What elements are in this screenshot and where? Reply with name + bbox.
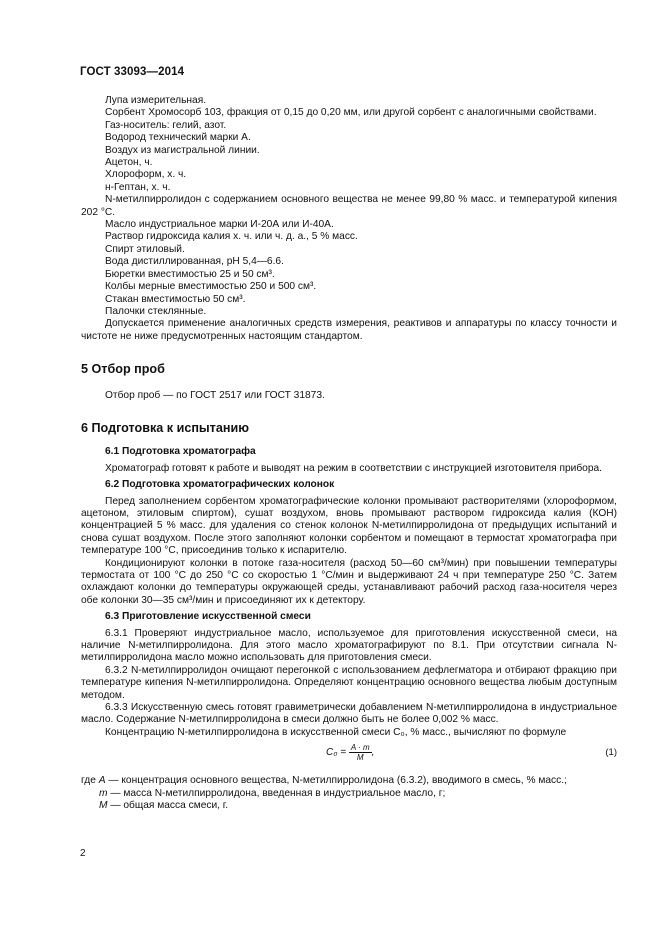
formula-numerator: A · m <box>350 743 370 753</box>
formula-lhs: C₀ = <box>326 747 347 759</box>
material-item: Воздух из магистральной линии. <box>105 144 260 156</box>
material-item: Вода дистиллированная, рН 5,4—6.6. <box>105 256 284 268</box>
material-item: Стакан вместимостью 50 см³. <box>105 293 246 305</box>
section-6-1-text: Хроматограф готовят к работе и выводят на режим в соответствии с инструкцией изготовителя прибора. <box>105 462 603 474</box>
formula <box>326 743 374 762</box>
section-6-3-1-paragraph: 6.3.1 Проверяют индустриальное масло, используемое для приготовления искусственной смеси, на наличие N-метилпирролидона. Для этого масло хроматографируют по 8.1. При отсутствии сигнала N-метилпирролидона масло можно использовать для приготовления смеси. <box>81 627 617 664</box>
material-item: Водород технический марки А. <box>105 132 251 144</box>
material-item: Лупа измерительная. <box>105 95 207 106</box>
material-item: Хлороформ, х. ч. <box>105 169 187 181</box>
material-item: Сорбент Хромосорб 103, фракция от 0,15 до 0,20 мм, или другой сорбент с аналогичными свойствами. <box>105 107 597 119</box>
equation-number: (1) <box>605 747 617 759</box>
material-item: Масло индустриальное марки И-20А или И-40А. <box>105 219 334 231</box>
where-line: где A — концентрация основного вещества, N-метилпирролидона (6.3.2), вводимого в смесь, % масс.; <box>81 775 567 787</box>
section-6-2-paragraph: Кондиционируют колонки в потоке газа-носителя (расход 50—60 см³/мин) при повышении температуры термостата от 100 °С до 250 °С со скоростью 1 °С/мин и выдерживают 24 ч при температуре 250 °С. Затем охлаждают колонки до температуры окружающей среды, устанавливают рабочий расход газа-носителя через обе колонки 30—35 см³/мин и присоединяют их к детектору. <box>81 557 617 606</box>
section-6-3-heading: 6.3 Приготовление искусственной смеси <box>105 611 311 623</box>
formula-intro: Концентрацию N-метилпирролидона в искусственной смеси С₀, % масс., вычисляют по формуле <box>105 726 567 738</box>
section-6-1-heading: 6.1 Подготовка хроматографа <box>105 446 256 458</box>
material-item: Спирт этиловый. <box>105 243 185 255</box>
formula-trail: , <box>371 747 375 759</box>
material-item: Газ-носитель: гелий, азот. <box>105 119 227 131</box>
section-6-3-2-paragraph: 6.3.2 N-метилпирролидон очищают перегонкой с использованием дефлегматора и отбирают фракцию при температуре кипения N-метилпирролидона. Определяют концентрацию основного вещества любым доступным методом. <box>81 664 617 701</box>
section-6-3-3-paragraph: 6.3.3 Искусственную смесь готовят гравиметрически добавлением N-метилпирролидона в индустриальное масло. Содержание N-метилпирролидона в смеси должно быть не более 0,002 % масс. <box>81 702 617 726</box>
section-6-2-paragraph: Перед заполнением сорбентом хроматографические колонки промывают растворителями (хлороформом, ацетоном, этиловым спиртом), сушат воздухом, вновь промывают раствором гидроксида калия (КОН) концентрацией 5 % масс. для удаления со стенок колонок N-метилпирролидона от предыдущих испытаний и снова сушат воздухом. После этого заполняют колонки сорбентом и помещают в термостат хроматографа при температуре 100 °С, присоединив только к испарителю. <box>81 495 617 557</box>
where-line: m — масса N-метилпирролидона, введенная в индустриальное масло, г; <box>99 787 446 799</box>
section-5-heading: 5 Отбор проб <box>81 362 165 377</box>
material-item: N-метилпирролидон с содержанием основного вещества не менее 99,80 % масс. и температурой кипения 202 °С. <box>81 194 617 218</box>
material-item: н-Гептан, х. ч. <box>105 181 171 193</box>
document-header: ГОСТ 33093—2014 <box>80 66 185 78</box>
material-item: Раствор гидроксида калия х. ч. или ч. д. а., 5 % масс. <box>105 231 358 243</box>
material-item: Ацетон, ч. <box>105 157 153 169</box>
section-6-2-heading: 6.2 Подготовка хроматографических колонок <box>105 479 335 491</box>
material-item: Колбы мерные вместимостью 250 и 500 см³. <box>105 281 317 293</box>
materials-list <box>81 95 617 318</box>
formula-row <box>81 743 617 765</box>
where-line: M — общая масса смеси, г. <box>99 800 229 812</box>
section-6-heading: 6 Подготовка к испытанию <box>81 420 249 435</box>
material-item: Палочки стеклянные. <box>105 305 207 317</box>
formula-denominator: M <box>356 753 364 763</box>
material-item: Бюретки вместимостью 25 и 50 см³. <box>105 268 275 280</box>
allowance-paragraph: Допускается применение аналогичных средств измерения, реактивов и аппаратуры по классу точности и чистоте не ниже предусмотренных настоящим стандартом. <box>81 318 617 342</box>
formula-fraction <box>349 743 372 762</box>
page-number: 2 <box>80 848 86 859</box>
section-5-text: Отбор проб — по ГОСТ 2517 или ГОСТ 31873. <box>105 389 325 401</box>
document-body <box>81 95 617 813</box>
